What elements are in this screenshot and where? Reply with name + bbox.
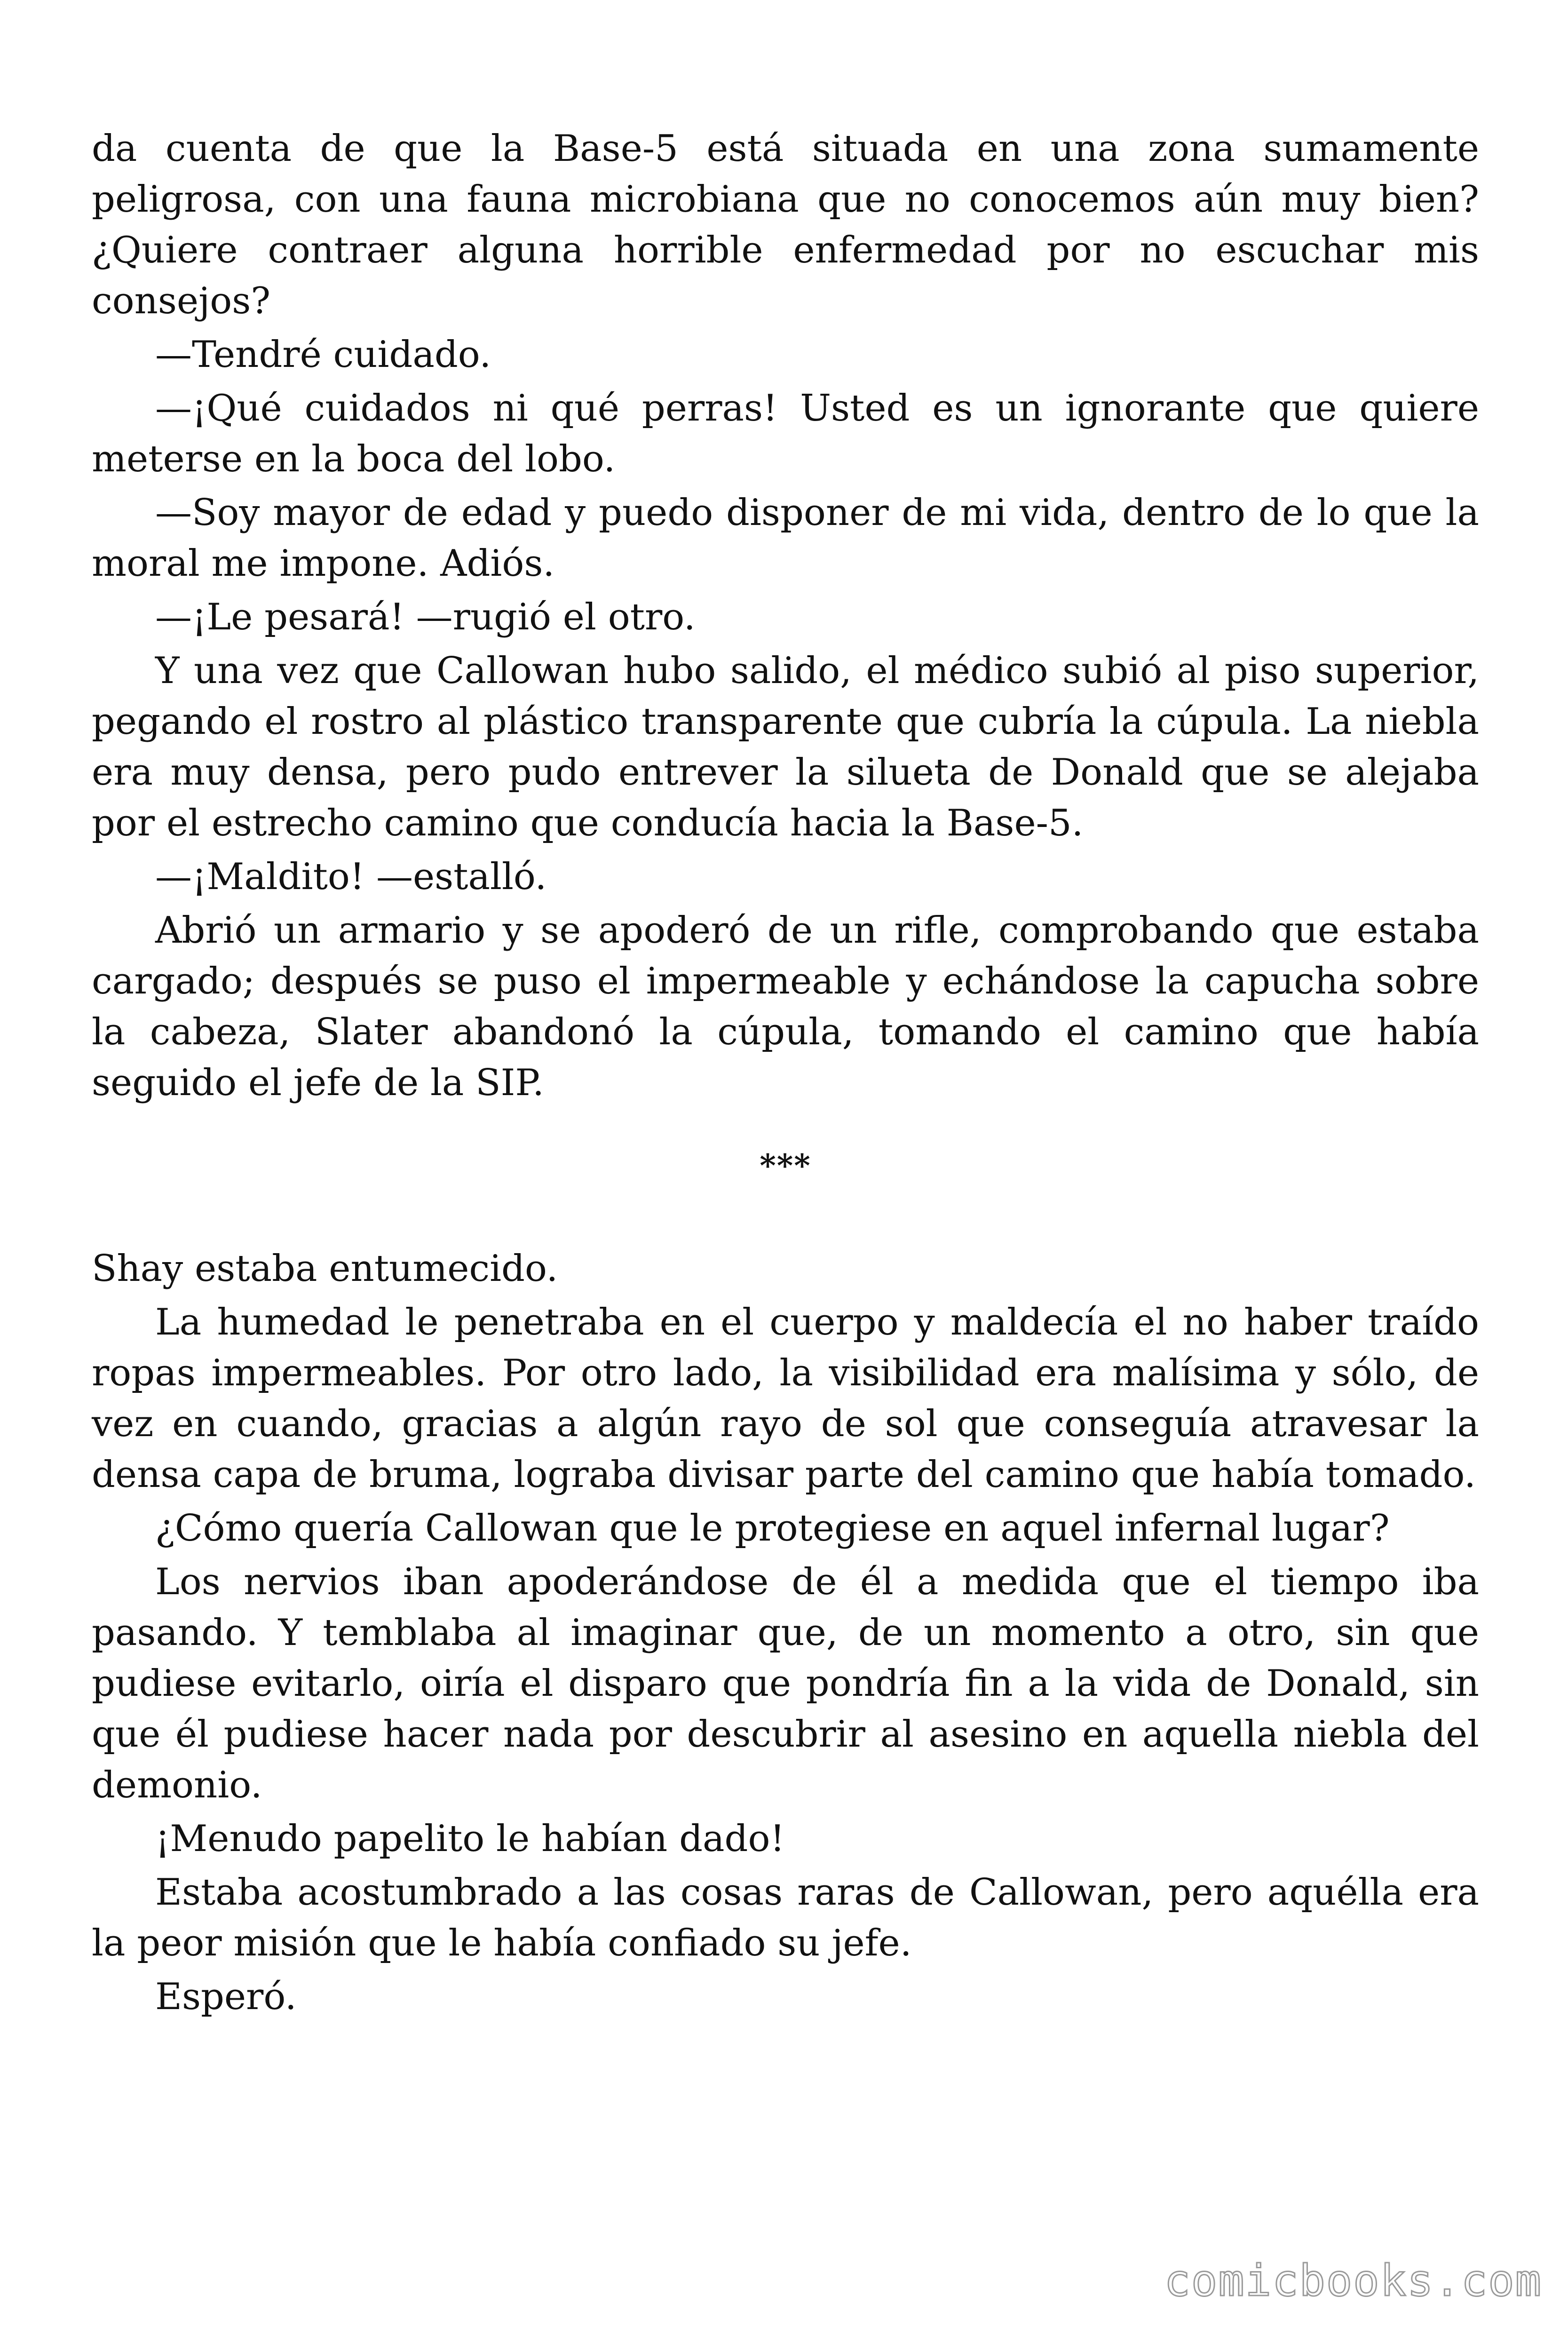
paragraph: —¡Qué cuidados ni qué perras! Usted es un ignorante que quiere meterse en la boca del lobo. <box>92 387 1479 480</box>
watermark: comicbooks.com <box>1164 2256 1542 2306</box>
page-body <box>92 123 1479 2025</box>
paragraph: —Tendré cuidado. <box>155 334 491 376</box>
paragraph: Estaba acostumbrado a las cosas raras de Callowan, pero aquélla era la peor misión que le había confiado su jefe. <box>92 1871 1479 1964</box>
paragraph: Los nervios iban apoderándose de él a medida que el tiempo iba pasando. Y temblaba al imaginar que, de un momento a otro, sin que pudiese evitarlo, oiría el disparo que pondría fin a la vida de Donald, sin que él pudiese hacer nada por descubrir al asesino en aquella niebla del demonio. <box>92 1561 1479 1806</box>
paragraph: La humedad le penetraba en el cuerpo y maldecía el no haber traído ropas impermeables. Por otro lado, la visibilidad era malísima y sólo, de vez en cuando, gracias a algún rayo de sol que conseguía atravesar la densa capa de bruma, lograba divisar parte del camino que había tomado. <box>92 1301 1479 1496</box>
paragraph: Y una vez que Callowan hubo salido, el médico subió al piso superior, pegando el rostro al plástico transparente que cubría la cúpula. La niebla era muy densa, pero pudo entrever la silueta de Donald que se alejaba por el estrecho camino que conducía hacia la Base-5. <box>92 650 1479 844</box>
paragraph: ¿Cómo quería Callowan que le protegiese en aquel infernal lugar? <box>155 1507 1390 1549</box>
paragraph: —¡Le pesará! —rugió el otro. <box>155 596 696 638</box>
paragraph: da cuenta de que la Base-5 está situada en una zona sumamente peligrosa, con una fauna microbiana que no conocemos aún muy bien? ¿Quiere contraer alguna horrible enfermedad por no escuchar mis consejos? <box>92 127 1479 322</box>
paragraph: Abrió un armario y se apoderó de un rifle, comprobando que estaba cargado; después se puso el impermeable y echándose la capucha sobre la cabeza, Slater abandonó la cúpula, tomando el camino que había seguido el jefe de la SIP. <box>92 909 1479 1104</box>
section-break: *** <box>760 1147 811 1184</box>
paragraph: —Soy mayor de edad y puedo disponer de mi vida, dentro de lo que la moral me impone. Adiós. <box>92 492 1479 585</box>
paragraph: ¡Menudo papelito le habían dado! <box>155 1818 785 1860</box>
paragraph: Esperó. <box>155 1976 297 2018</box>
paragraph: —¡Maldito! —estalló. <box>155 856 547 898</box>
paragraph: Shay estaba entumecido. <box>92 1248 558 1290</box>
